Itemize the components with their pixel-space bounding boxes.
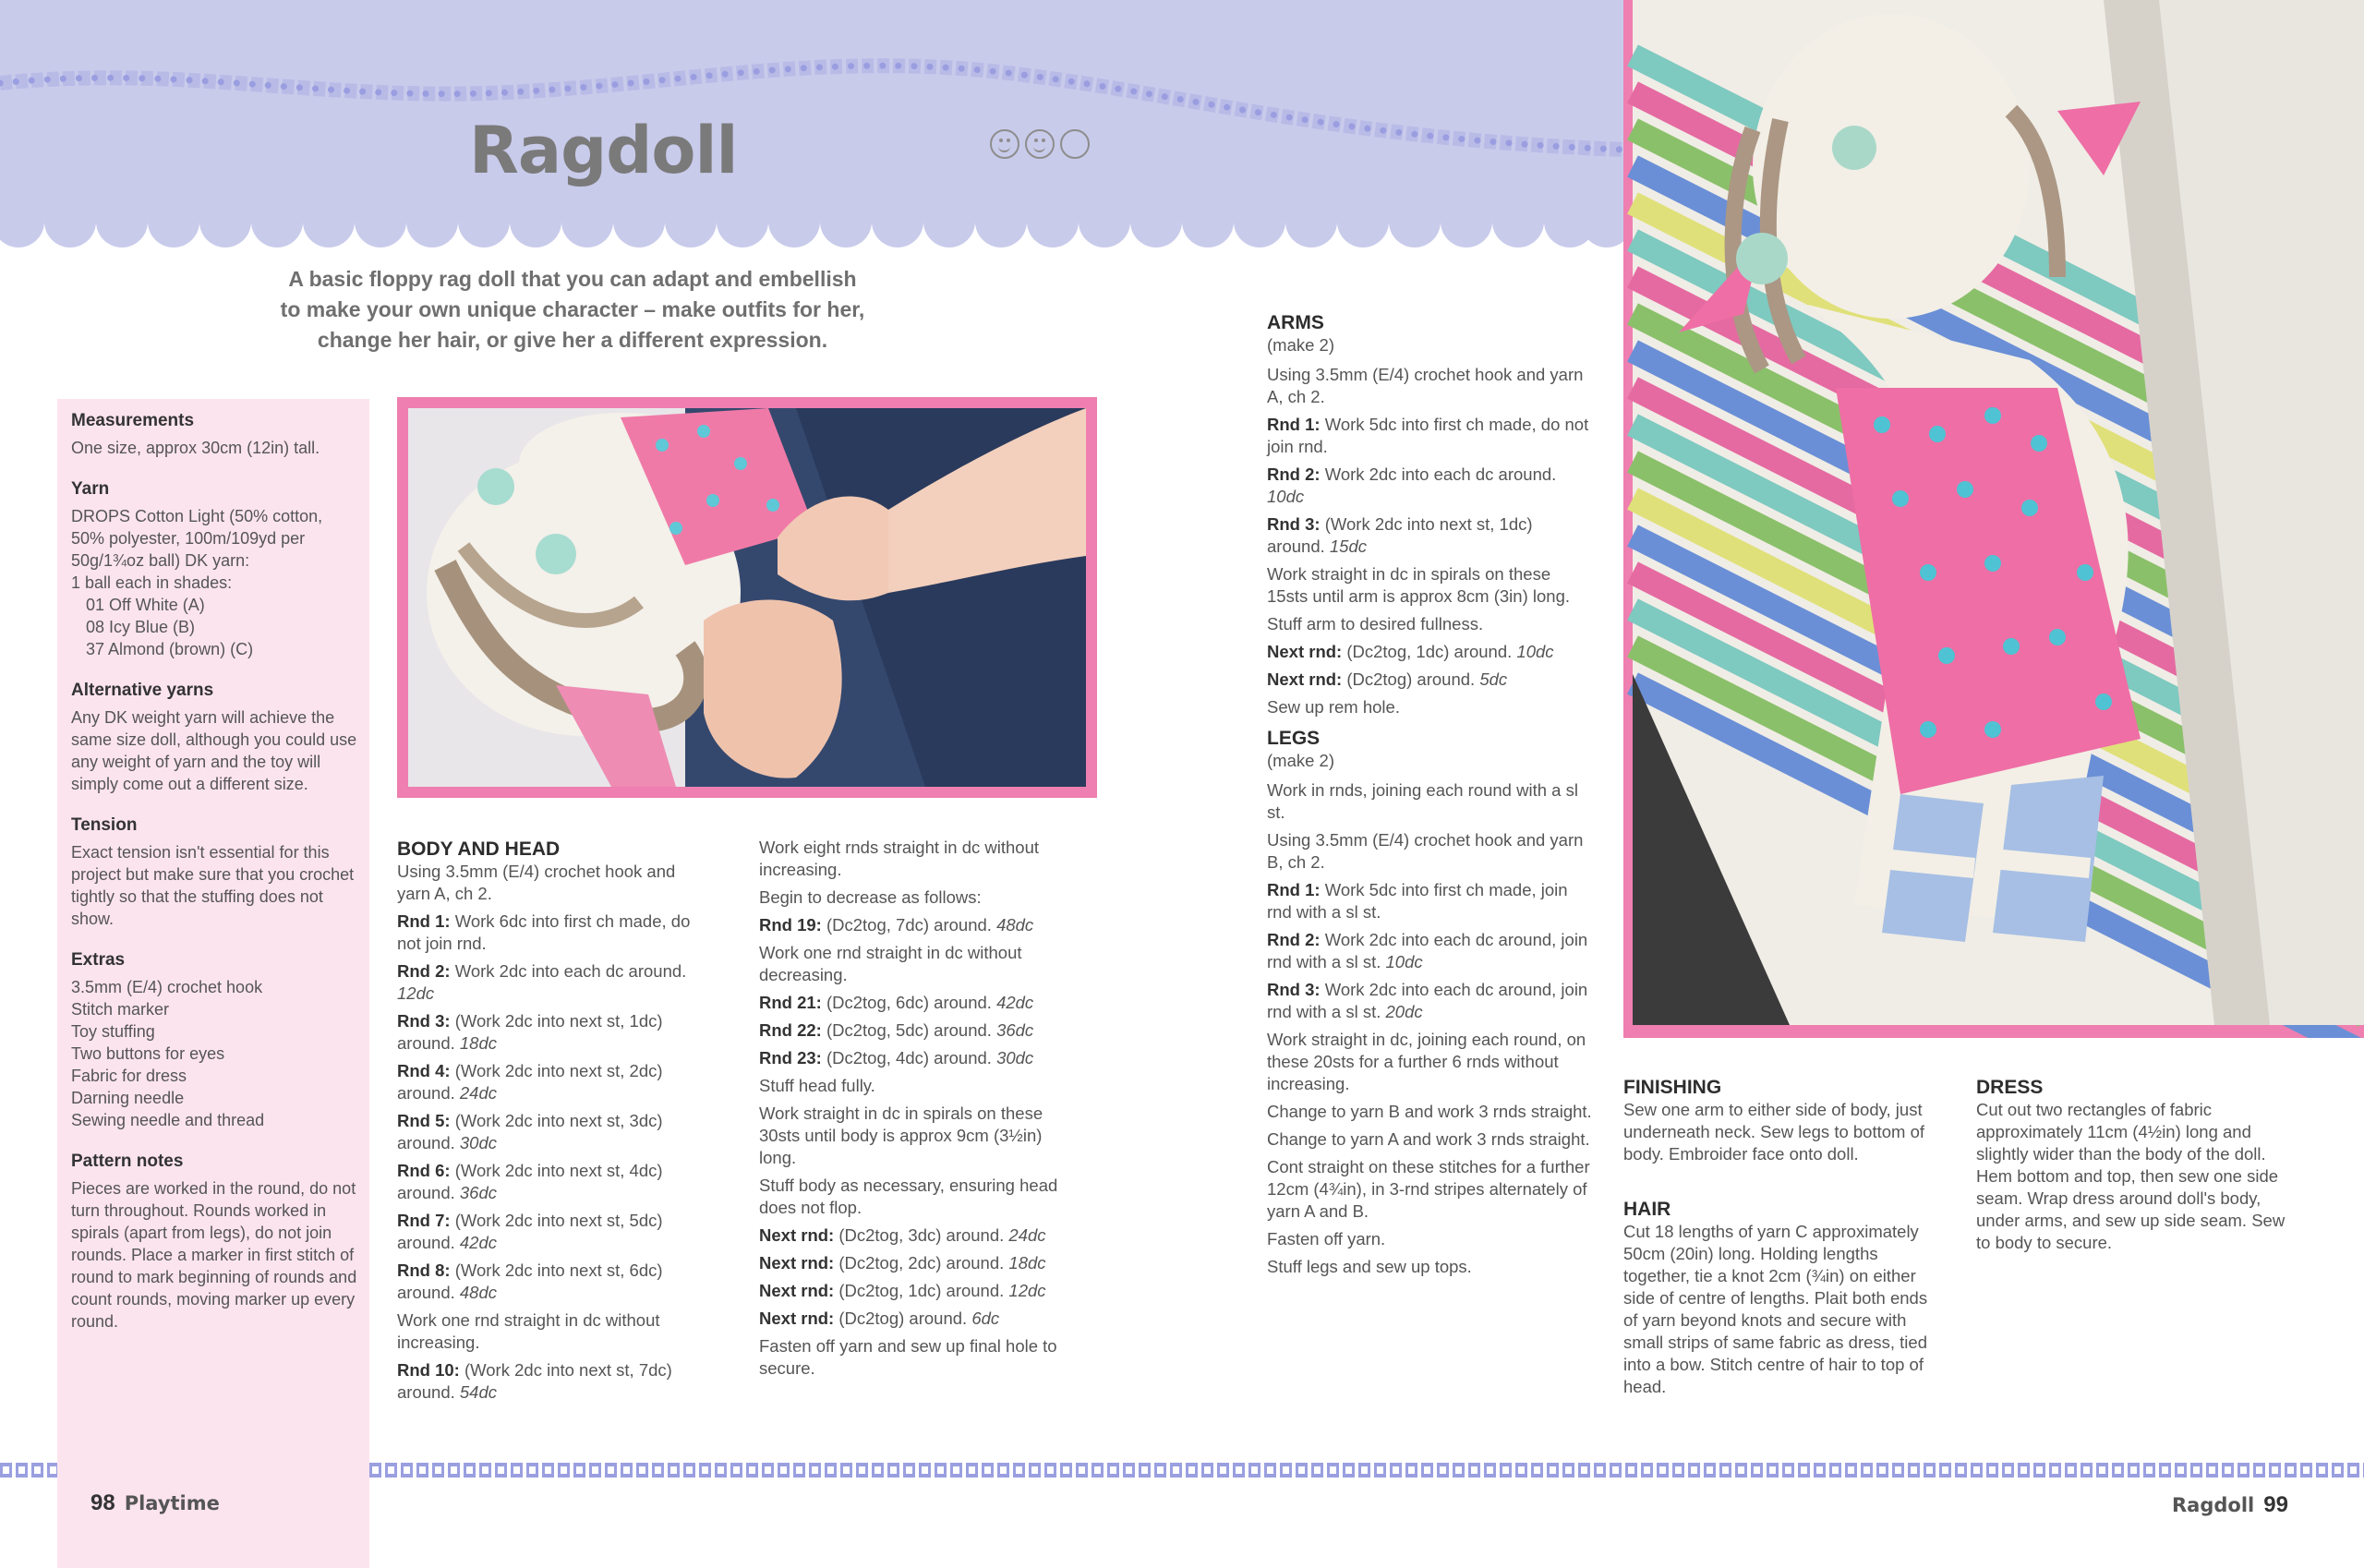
pattern-line (759, 1047, 1073, 1069)
stitch-count: 10dc (1516, 642, 1554, 661)
body-head-section (397, 838, 711, 1409)
yarn-shade: 01 Off White (A) (86, 596, 205, 614)
round-text: Stuff body as necessary, ensuring head does not flop. (759, 1176, 1058, 1217)
round-text: (Dc2tog) around. (1342, 669, 1480, 689)
yarn-shade: 37 Almond (brown) (C) (86, 640, 254, 658)
pattern-line (397, 1210, 711, 1254)
pattern-line (759, 942, 1073, 986)
round-label: Rnd 3: (1267, 514, 1321, 534)
round-label: Rnd 5: (397, 1111, 451, 1130)
round-text: (Work 2dc into next st, 3dc) around. (397, 1111, 663, 1152)
round-label: Next rnd: (759, 1225, 835, 1245)
stitch-count: 10dc (1267, 487, 1305, 506)
round-text: (Dc2tog, 1dc) around. (1342, 642, 1517, 661)
round-text: Begin to decrease as follows: (759, 887, 982, 907)
pattern-line (1267, 613, 1592, 635)
pattern-line (397, 911, 711, 955)
stitch-count: 12dc (397, 983, 435, 1003)
legs-make-count: (make 2) (1267, 751, 1334, 770)
extras-item: Toy stuffing (71, 1022, 155, 1041)
pattern-line (397, 1060, 711, 1104)
stitch-count: 5dc (1479, 669, 1508, 689)
stitch-count: 12dc (1008, 1281, 1046, 1300)
pattern-line (759, 1280, 1073, 1302)
extras-item: 3.5mm (E/4) crochet hook (71, 978, 263, 996)
pattern-line (759, 887, 1073, 909)
pattern-line (759, 992, 1073, 1014)
pattern-line (1267, 563, 1592, 608)
sewing-doll-image (408, 408, 1086, 787)
pattern-line (1267, 669, 1592, 691)
yarn-line: DROPS Cotton Light (50% cotton, (71, 507, 323, 525)
pattern-line (1267, 929, 1592, 973)
round-text: (Dc2tog, 4dc) around. (821, 1048, 997, 1067)
finishing-section (1623, 1077, 1943, 1171)
stitch-count: 18dc (1008, 1253, 1046, 1272)
round-text: (Work 2dc into next st, 6dc) around. (397, 1260, 663, 1302)
round-text: Work 6dc into first ch made, do not join rnd. (397, 911, 691, 953)
round-text: Cont straight on these stitches for a further 12cm (4¾in), in 3-rnd stripes alternately of yarn A and B. (1267, 1157, 1590, 1221)
round-label: Next rnd: (759, 1253, 835, 1272)
legs-section (1267, 728, 1592, 1284)
page-number-left: 98 (90, 1490, 115, 1515)
pattern-line (1267, 513, 1592, 558)
round-text: (Dc2tog, 7dc) around. (821, 915, 997, 935)
ragdoll-photo (1623, 0, 2364, 1038)
round-text: (Dc2tog) around. (834, 1309, 972, 1328)
pattern-line (1267, 1029, 1592, 1095)
pattern-line (1267, 879, 1592, 923)
round-text: (Work 2dc into next st, 2dc) around. (397, 1061, 663, 1103)
round-text: (Work 2dc into next st, 1dc) around. (397, 1011, 663, 1053)
pattern-line (759, 1335, 1073, 1380)
round-label: Rnd 8: (397, 1260, 451, 1280)
extras-item: Darning needle (71, 1089, 185, 1107)
round-text: Work one rnd straight in dc without decreasing. (759, 943, 1022, 984)
arms-heading: ARMS (1267, 312, 1324, 333)
pattern-line (1267, 979, 1592, 1023)
stitch-count: 42dc (996, 993, 1034, 1012)
stitch-count: 36dc (459, 1183, 498, 1202)
round-text: Stuff arm to desired fullness. (1267, 614, 1484, 633)
body-rounds-continued (759, 837, 1073, 1380)
stitch-count: 30dc (996, 1048, 1034, 1067)
yarn-line: 1 ball each in shades: (71, 573, 233, 592)
round-text: Sew up rem hole. (1267, 697, 1400, 717)
pattern-line (1267, 829, 1592, 874)
stitch-count: 24dc (459, 1083, 498, 1103)
pattern-line (1267, 364, 1592, 408)
round-text: Fasten off yarn and sew up final hole to secure. (759, 1336, 1057, 1378)
stitch-count: 10dc (1385, 952, 1423, 971)
round-text: Using 3.5mm (E/4) crochet hook and yarn A, ch 2. (1267, 365, 1584, 406)
section-name: Playtime (124, 1492, 220, 1514)
body-head-heading: BODY AND HEAD (397, 838, 561, 860)
round-text: Work eight rnds straight in dc without increasing. (759, 838, 1039, 879)
bead-divider (0, 1450, 2364, 1490)
round-text: Work 2dc into each dc around. (450, 961, 687, 981)
pattern-line (1267, 1228, 1592, 1250)
extras-title: Extras (71, 950, 126, 970)
round-label: Next rnd: (759, 1281, 835, 1300)
stitch-count: 24dc (1008, 1225, 1046, 1245)
extras-item: Fabric for dress (71, 1067, 187, 1085)
page-number-right: 99 (2263, 1492, 2288, 1517)
dress-heading: DRESS (1976, 1077, 2044, 1098)
round-label: Rnd 3: (397, 1011, 451, 1031)
round-text: (Work 2dc into next st, 5dc) around. (397, 1211, 663, 1252)
alternative-yarns-text: Any DK weight yarn will achieve the same size doll, although you could use any weight of yarn and the toy will simply come out a different size. (71, 708, 357, 793)
tension-text: Exact tension isn't essential for this project but make sure that you crochet tightly so that the stuffing does not show. (71, 843, 355, 928)
round-text: Work 2dc into each dc around. (1320, 464, 1557, 484)
pattern-line (1267, 779, 1592, 824)
extras-item: Two buttons for eyes (71, 1044, 225, 1063)
round-text: Change to yarn B and work 3 rnds straight. (1267, 1102, 1592, 1121)
pattern-line (397, 1160, 711, 1204)
pattern-line (1267, 414, 1592, 458)
smiley-icon (1025, 129, 1055, 159)
finishing-text: Sew one arm to either side of body, just underneath neck. Sew legs to bottom of body. Embroider face onto doll. (1623, 1100, 1925, 1164)
round-label: Next rnd: (759, 1309, 835, 1328)
hair-text: Cut 18 lengths of yarn C approximately 50cm (20in) long. Holding lengths together, tie a knot 2cm (¾in) on either side of centre of lengths. Plait both ends of yarn beyond knots and secure with small strips of same fabric as dress, tied into a bow. Stitch centre of hair to top of head. (1623, 1222, 1928, 1396)
ragdoll-image (1623, 0, 2364, 1038)
round-text: (Dc2tog, 5dc) around. (821, 1020, 997, 1040)
arms-make-count: (make 2) (1267, 335, 1334, 355)
round-label: Rnd 4: (397, 1061, 451, 1080)
intro-text: A basic floppy rag doll that you can adapt and embellish to make your own unique character – make outfits for her, change her hair, or give her a different expression. (280, 267, 865, 352)
pattern-line (1267, 696, 1592, 718)
arms-instructions (1267, 364, 1592, 718)
pattern-line (397, 1309, 711, 1354)
body-head-continued (759, 837, 1073, 1385)
measurements-text: One size, approx 30cm (12in) tall. (71, 439, 320, 457)
round-label: Rnd 1: (397, 911, 451, 931)
round-text: Stuff head fully. (759, 1076, 875, 1095)
round-label: Rnd 21: (759, 993, 822, 1012)
yarn-line: 50% polyester, 100m/109yd per (71, 529, 306, 548)
pattern-line (759, 1308, 1073, 1330)
hair-section (1623, 1199, 1943, 1404)
round-text: Work in rnds, joining each round with a sl st. (1267, 780, 1578, 822)
stitch-count: 42dc (459, 1233, 498, 1252)
extras-item: Sewing needle and thread (71, 1111, 265, 1129)
round-label: Next rnd: (1267, 642, 1343, 661)
pattern-line (397, 1260, 711, 1304)
round-label: Rnd 1: (1267, 415, 1321, 434)
legs-heading: LEGS (1267, 728, 1321, 749)
pattern-line (759, 1075, 1073, 1097)
pattern-line (759, 1224, 1073, 1247)
sewing-doll-photo (397, 397, 1097, 798)
yarn-line: 50g/1¾oz ball) DK yarn: (71, 551, 250, 570)
round-text: Work 2dc into each dc around, join rnd with a sl st. (1267, 930, 1588, 971)
pattern-notes-title: Pattern notes (71, 1152, 184, 1171)
arms-section (1267, 312, 1592, 724)
round-text: (Dc2tog, 3dc) around. (834, 1225, 1009, 1245)
round-text: (Work 2dc into next st, 1dc) around. (1267, 514, 1533, 556)
round-text: (Dc2tog, 6dc) around. (821, 993, 997, 1012)
yarn-title: Yarn (71, 479, 110, 499)
round-text: Work 2dc into each dc around, join rnd with a sl st. (1267, 980, 1588, 1021)
stitch-count: 48dc (996, 915, 1034, 935)
measurements-title: Measurements (71, 411, 195, 430)
pattern-name: Ragdoll (2172, 1494, 2255, 1516)
extras-list (71, 976, 357, 1131)
round-text: Fasten off yarn. (1267, 1229, 1386, 1248)
round-label: Rnd 2: (1267, 930, 1321, 949)
stitch-count: 48dc (459, 1283, 498, 1302)
round-text: Work straight in dc, joining each round, on these 20sts for a further 6 rnds without increasing. (1267, 1030, 1586, 1093)
alternative-yarns-title: Alternative yarns (71, 681, 214, 700)
pattern-line (1267, 1156, 1592, 1223)
yarn-text (71, 505, 357, 660)
pattern-line (759, 1103, 1073, 1169)
round-label: Rnd 3: (1267, 980, 1321, 999)
round-label: Rnd 6: (397, 1161, 451, 1180)
round-label: Next rnd: (1267, 669, 1343, 689)
pattern-line (397, 1010, 711, 1055)
round-text: Using 3.5mm (E/4) crochet hook and yarn B, ch 2. (1267, 830, 1584, 872)
yarn-shade: 08 Icy Blue (B) (86, 618, 196, 636)
round-text: (Dc2tog, 2dc) around. (834, 1253, 1009, 1272)
stitch-count: 36dc (996, 1020, 1034, 1040)
stitch-count: 30dc (459, 1133, 498, 1152)
empty-circle-icon (1060, 129, 1090, 159)
stitch-count: 15dc (1329, 537, 1368, 556)
stitch-count: 54dc (459, 1382, 498, 1402)
pattern-line (397, 960, 711, 1005)
pattern-line (397, 1359, 711, 1404)
pattern-line (1267, 1101, 1592, 1123)
finishing-heading: FINISHING (1623, 1077, 1722, 1098)
dress-text: Cut out two rectangles of fabric approximately 11cm (4½in) long and slightly wider than the body of the doll. Hem bottom and top, then sew one side seam. Wrap dress around doll's body, under arms, and sew up side seam. Sew to body to secure. (1976, 1100, 2286, 1252)
pattern-line (1267, 1128, 1592, 1151)
difficulty-rating (990, 129, 1090, 159)
round-text: Work 5dc into first ch made, do not join rnd. (1267, 415, 1589, 456)
materials-list (71, 411, 357, 1353)
pattern-notes-text: Pieces are worked in the round, do not turn throughout. Rounds worked in spirals (apart from legs), do not join rounds. Place a marker in first stitch of round to mark beginning of rounds and count rounds, moving marker up every round. (71, 1179, 357, 1331)
pattern-line (759, 1019, 1073, 1042)
extras-item: Stitch marker (71, 1000, 170, 1019)
round-label: Rnd 19: (759, 915, 822, 935)
stitch-count: 6dc (971, 1309, 1000, 1328)
smiley-icon (990, 129, 1019, 159)
round-label: Rnd 7: (397, 1211, 451, 1230)
round-label: Rnd 10: (397, 1360, 460, 1380)
round-label: Rnd 1: (1267, 880, 1321, 899)
pattern-line (759, 1175, 1073, 1219)
pattern-line (1267, 641, 1592, 663)
round-label: Rnd 2: (1267, 464, 1321, 484)
round-text: Work straight in dc in spirals on these 30sts until body is approx 9cm (3½in) long. (759, 1104, 1043, 1167)
round-text: Stuff legs and sew up tops. (1267, 1257, 1472, 1276)
tension-title: Tension (71, 815, 138, 835)
round-text: (Work 2dc into next st, 4dc) around. (397, 1161, 663, 1202)
round-text: Work one rnd straight in dc without increasing. (397, 1310, 660, 1352)
round-label: Rnd 23: (759, 1048, 822, 1067)
pattern-line (759, 837, 1073, 881)
body-rounds (397, 911, 711, 1404)
round-text: Change to yarn A and work 3 rnds straight. (1267, 1129, 1590, 1149)
pattern-line (759, 914, 1073, 936)
page-footer-right (2172, 1492, 2288, 1518)
legs-instructions (1267, 779, 1592, 1278)
pattern-line (397, 1110, 711, 1154)
round-label: Rnd 22: (759, 1020, 822, 1040)
pattern-line (759, 1252, 1073, 1274)
dress-section (1976, 1077, 2299, 1260)
stitch-count: 20dc (1385, 1002, 1423, 1021)
round-text: Work straight in dc in spirals on these 15sts until arm is approx 8cm (3in) long. (1267, 564, 1570, 606)
page-footer-left (90, 1490, 220, 1516)
stitch-count: 18dc (459, 1033, 498, 1053)
round-text: (Work 2dc into next st, 7dc) around. (397, 1360, 672, 1402)
hair-heading: HAIR (1623, 1199, 1671, 1220)
round-text: (Dc2tog, 1dc) around. (834, 1281, 1009, 1300)
pattern-line (1267, 1256, 1592, 1278)
pattern-line (1267, 464, 1592, 508)
round-label: Rnd 2: (397, 961, 451, 981)
body-intro: Using 3.5mm (E/4) crochet hook and yarn A, ch 2. (397, 862, 676, 903)
round-text: Work 5dc into first ch made, join rnd with a sl st. (1267, 880, 1568, 922)
page-title: Ragdoll (469, 113, 738, 188)
header-banner (0, 0, 1623, 247)
